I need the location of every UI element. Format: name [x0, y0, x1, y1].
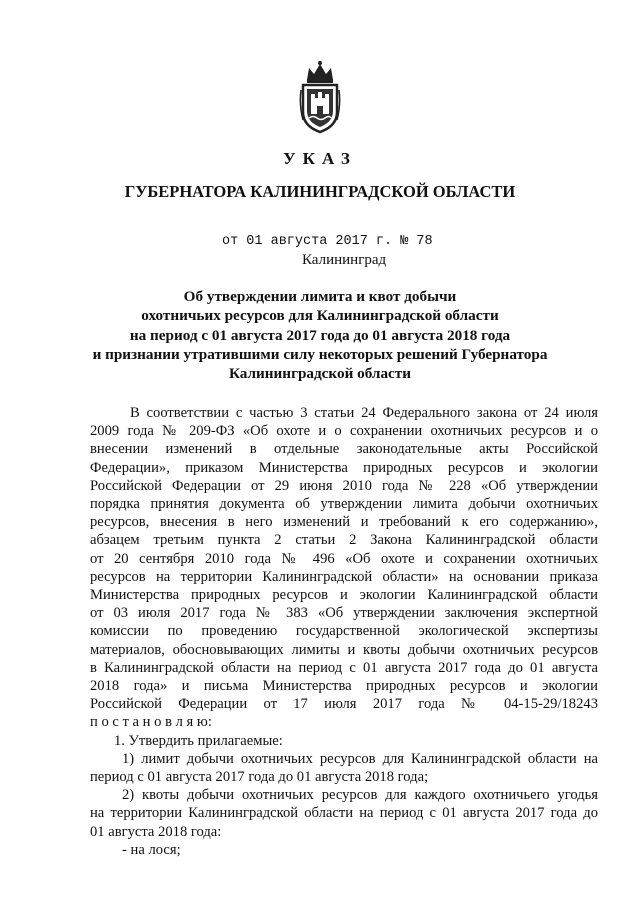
body-line: Российской Федерации от 17 июля 2017 года № 04-15-29/18243 — [90, 696, 598, 713]
document-body — [90, 404, 598, 859]
title-line: Калининградской области — [229, 365, 411, 383]
body-line: ресурсов, внесения в него изменений и требований к его содержанию», — [90, 514, 598, 531]
title-line: и признании утратившими силу некоторых решений Губернатора — [92, 345, 548, 363]
body-line: внесении изменений в отдельные законодательные акты Российской — [90, 441, 598, 458]
body-line: ресурсов на территории Калининградской области» на основании приказа — [90, 568, 598, 585]
coat-of-arms-emblem — [299, 60, 341, 136]
document-title — [0, 287, 640, 383]
body-line: 1. Утвердить прилагаемые: — [114, 732, 283, 749]
body-line: в Калининградской области на период с 01 августа 2017 года до 01 августа — [90, 659, 598, 676]
document-type: УКАЗ — [283, 149, 357, 168]
body-line-decree: п о с т а н о в л я ю: — [90, 714, 212, 731]
city-name: Калининград — [302, 252, 387, 268]
body-line: В соответствии с частью 3 статьи 24 Федерального закона от 24 июля — [130, 405, 598, 421]
date-number-line: от 01 августа 2017 г. № 78 — [222, 234, 433, 249]
body-line: абзацем третьим пункта 2 статьи 2 Закона Калининградской области — [90, 532, 598, 549]
body-line: комиссии по проведению государственной экологической экспертизы — [90, 623, 598, 640]
body-line: от 20 сентября 2010 года № 496 «Об охоте и сохранении охотничьих — [90, 550, 598, 567]
body-line: 2018 года» и письма Министерства природных ресурсов и экологии — [90, 678, 598, 695]
title-line: Об утверждении лимита и квот добычи — [183, 288, 457, 305]
body-line: - на лося; — [122, 841, 181, 858]
body-line: порядка принятия документа об утверждении лимита добычи охотничьих — [90, 496, 598, 513]
body-line: 1) лимит добычи охотничьих ресурсов для Калининградской области на — [122, 750, 598, 767]
title-line: охотничьих ресурсов для Калининградской области — [141, 307, 499, 325]
body-line: период с 01 августа 2017 года до 01 августа 2018 года; — [90, 769, 429, 786]
body-line: 01 августа 2018 года: — [90, 823, 222, 840]
body-line: 2) квоты добычи охотничьих ресурсов для каждого охотничьего угодья — [122, 787, 598, 804]
body-line: на территории Калининградской области на период с 01 августа 2017 года до — [90, 805, 598, 822]
title-line: на период с 01 августа 2017 года до 01 августа 2018 года — [129, 326, 511, 344]
body-line: от 03 июля 2017 года № 383 «Об утверждении заключения экспертной — [90, 605, 598, 622]
body-line: Федерации», приказом Министерства природных ресурсов и экологии — [90, 459, 598, 476]
body-line: материалов, обосновывающих лимиты и квоты добычи охотничьих ресурсов — [90, 641, 598, 658]
body-line: 2009 года № 209-ФЗ «Об охоте и о сохранении охотничьих ресурсов и о — [90, 423, 598, 440]
body-line: Российской Федерации от 29 июня 2010 года № 228 «Об утверждении — [90, 477, 598, 494]
body-line: Министерства природных ресурсов и экологии Калининградской области — [90, 587, 598, 604]
issuer-title: ГУБЕРНАТОРА КАЛИНИНГРАДСКОЙ ОБЛАСТИ — [124, 182, 516, 201]
